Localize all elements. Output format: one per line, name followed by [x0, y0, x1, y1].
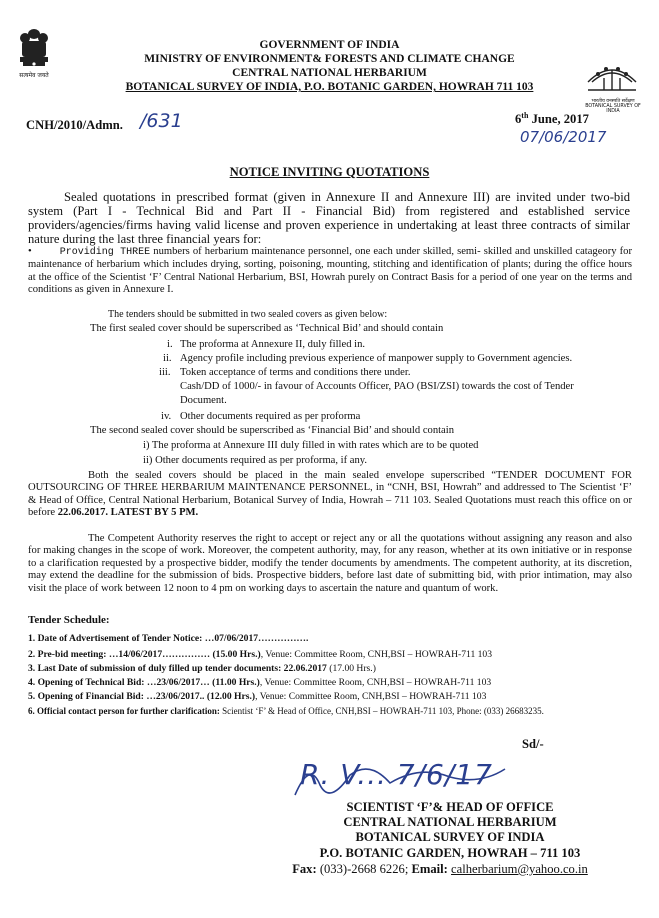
schedule-item-rest: , Venue: Committee Room, CNH,BSI – HOWRAH-711 103: [259, 677, 492, 688]
scope-rest: numbers of herbarium maintenance personnel, one each under skilled, semi- skilled and unskilled catageory for maintenance of herbarium which includes drying, sorting, poisoning, mounting, stitching and identification of plants; during the office hours at the office of the Scientist ‘F’ Central National Herbarium, BSI, Howrah purely on Contract Basis for a period of one year on the terms and conditions as given in Annexure I.: [28, 246, 633, 296]
email-label: Email:: [411, 862, 448, 876]
logo-caption-bottom: BOTANICAL SURVEY OF INDIA: [585, 104, 641, 114]
schedule-item-rest: , Venue: Committee Room, CNH,BSI – HOWRAH-711 103: [260, 649, 493, 660]
fax-value: (033)-2668 6226;: [316, 862, 412, 876]
authority-paragraph: The Competent Authority reserves the right to accept or reject any or all the quotations without assigning any reason and also for making changes in the scope of work. Moreover, the competent authority, may, for any reason, whether at its own initiative or in response to a clarification requested by a prospective bidder, modify the tender documents by amendments. The competent authority, at its discretion, may extend the deadline for the submission of bids. Prospective bidders, before last date of submitting bid, with prior intimation, may also visit the place of work between 12 noon to 4 pm on working days to ascertain the nature and quantum of work.: [28, 533, 632, 594]
scope-paragraph: [28, 246, 632, 297]
header-government: GOVERNMENT OF INDIA: [259, 39, 400, 51]
handwritten-ref-number: /631: [140, 110, 183, 132]
schedule-item-rest: (17.00 Hrs.): [326, 663, 376, 674]
both-covers-paragraph: [28, 470, 632, 520]
first-item-text: Document.: [180, 395, 227, 406]
header-address: BOTANICAL SURVEY OF INDIA, P.O. BOTANIC GARDEN, HOWRAH 711 103: [125, 81, 534, 93]
first-item-num: iii.: [159, 367, 171, 378]
first-item-text: Cash/DD of 1000/- in favour of Accounts Officer, PAO (BSI/ZSI) towards the cost of Tender: [180, 381, 574, 392]
first-item-text: Token acceptance of terms and conditions there under.: [180, 367, 411, 378]
schedule-item: [28, 677, 648, 689]
schedule-item: [28, 633, 648, 645]
sd-mark: Sd/-: [522, 737, 544, 751]
schedule-item: [28, 691, 648, 703]
schedule-item-bold: 2. Pre-bid meeting: …14/06/2017…………… (15.00 Hrs.): [28, 649, 261, 660]
schedule-item-bold: 3. Last Date of submission of duly filled up tender documents: 22.06.2017: [28, 663, 327, 674]
handwritten-signature: R. V... 7/6/17: [300, 758, 493, 791]
emblem-caption: सत्यमेव जयते: [19, 72, 49, 79]
signatory-office: CENTRAL NATIONAL HERBARIUM: [343, 815, 557, 829]
notice-date: [515, 111, 589, 127]
logo-caption: [584, 99, 642, 114]
schedule-heading: Tender Schedule:: [28, 614, 110, 626]
intro-paragraph: Sealed quotations in prescribed format (given in Annexure II and Annexure III) are invited under two-bid system (Part I - Technical Bid and Part II - Financial Bid) from registered and established service providers/agencies/firms having valid license and proven experience in undertaking at least three contracts of similar nature during the last three financial years for:: [28, 190, 630, 246]
tenders-two-covers: The tenders should be submitted in two sealed covers as given below:: [108, 309, 388, 320]
fax-email-line: [230, 862, 650, 876]
deadline: 22.06.2017. LATEST BY 5 PM.: [57, 507, 199, 519]
fax-label: Fax:: [292, 862, 317, 876]
schedule-item-bold: 6. Official contact person for further clarification:: [28, 706, 220, 716]
second-cover-line: The second sealed cover should be superscribed as ‘Financial Bid’ and should contain: [90, 425, 455, 436]
first-item-num: i.: [167, 339, 173, 350]
first-item-num: iv.: [161, 411, 172, 422]
signatory-org: BOTANICAL SURVEY OF INDIA: [355, 830, 545, 844]
second-item: i) The proforma at Annexure III duly filled in with rates which are to be quoted: [143, 440, 479, 451]
date-day: 6: [515, 112, 522, 127]
logo-caption-top: भारतीय वनस्पति सर्वेक्षण: [591, 99, 635, 104]
both-covers-text: Both the sealed covers should be placed in the main sealed envelope superscribed “TENDER DOCUMENT FOR OUTSOURCING OF THREE HERBARIUM MAINTENANCE PERSONNEL, in “CNH, BSI, Howrah” and addressed to The Scientist ‘F’ & Head of Office, Central National Herbarium, Botanical Survey of India, Howrah – 711 103. Sealed Quotations must reach this office on or before: [28, 470, 632, 519]
schedule-item-bold: 1. Date of Advertisement of Tender Notice: …07/06/2017…………….: [28, 633, 309, 644]
schedule-item-rest: , Venue: Committee Room, CNH,BSI – HOWRAH-711 103: [255, 691, 487, 702]
schedule-item-rest: Scientist ‘F’ & Head of Office, CNH,BSI – HOWRAH-711 103, Phone: (033) 26683235.: [219, 706, 544, 716]
first-item-text: Agency profile including previous experience of manpower supply to Government agencies.: [180, 353, 573, 364]
schedule-item: [28, 705, 648, 717]
schedule-item: [28, 649, 648, 661]
header-cnh: CENTRAL NATIONAL HERBARIUM: [232, 67, 427, 79]
first-item-text: The proforma at Annexure II, duly filled in.: [180, 339, 366, 350]
scope-mono: Providing THREE: [59, 247, 151, 258]
schedule-item-bold: 5. Opening of Financial Bid: …23/06/2017.. (12.00 Hrs.): [28, 691, 256, 702]
ref-number: CNH/2010/Admn.: [26, 118, 123, 132]
header-ministry: MINISTRY OF ENVIRONMENT& FORESTS AND CLIMATE CHANGE: [144, 53, 515, 65]
second-item: ii) Other documents required as per proforma, if any.: [143, 455, 368, 466]
email-link[interactable]: calherbarium@yahoo.co.in: [451, 862, 588, 876]
first-item-num: ii.: [163, 353, 172, 364]
date-rest: June, 2017: [528, 112, 589, 127]
first-cover-line: The first sealed cover should be superscribed as ‘Technical Bid’ and should contain: [90, 323, 444, 334]
schedule-list: [28, 633, 648, 717]
first-item-text: Other documents required as per proforma: [180, 411, 361, 422]
date-sup: th: [521, 111, 529, 120]
signatory-title: SCIENTIST ‘F’& HEAD OF OFFICE: [346, 800, 554, 814]
schedule-item: [28, 663, 648, 675]
scope-bullet: •: [28, 246, 32, 257]
notice-title: NOTICE INVITING QUOTATIONS: [229, 165, 430, 179]
signatory-address: P.O. BOTANIC GARDEN, HOWRAH – 711 103: [319, 846, 581, 860]
handwritten-date: 07/06/2017: [520, 128, 607, 146]
schedule-item-bold: 4. Opening of Technical Bid: …23/06/2017… (11.00 Hrs.): [28, 677, 260, 688]
